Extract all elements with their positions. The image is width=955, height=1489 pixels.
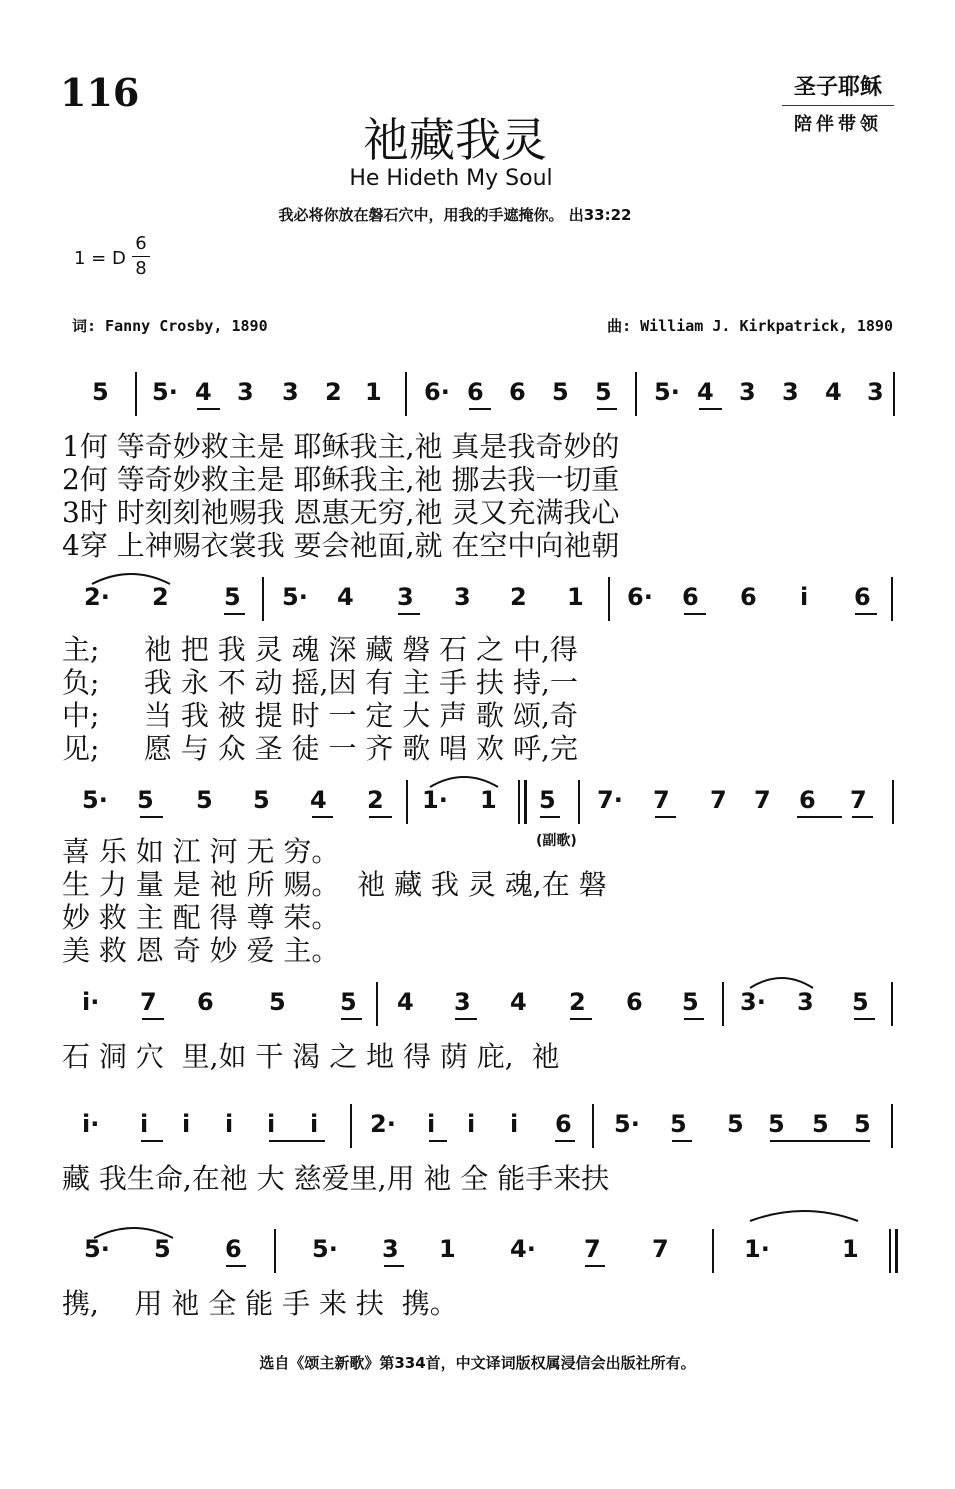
barline	[405, 372, 407, 416]
note: 5·	[84, 1235, 110, 1263]
note: 3	[282, 378, 299, 406]
note: 2·	[84, 583, 110, 611]
note: 6	[854, 583, 871, 611]
beam-underline	[855, 613, 877, 615]
note: 1·	[744, 1235, 770, 1263]
double-barline-thick	[524, 780, 527, 824]
note: 4·	[510, 1235, 536, 1263]
note: 7	[710, 786, 727, 814]
lyric-line-1: 主; 祂 把 我 灵 魂 深 藏 磐 石 之 中,得	[62, 633, 578, 666]
lyric-line-1: 1何 等奇妙救主是 耶稣我主,祂 真是我奇妙的	[62, 430, 620, 463]
note: i	[310, 1110, 319, 1138]
barline	[892, 780, 894, 824]
lyric-line-3: 中; 当 我 被 提 时 一 定 大 声 歌 颂,奇	[62, 699, 578, 732]
time-signature-numerator: 6	[132, 232, 150, 257]
note: 6·	[627, 583, 653, 611]
title-chinese: 祂藏我灵	[363, 113, 547, 167]
note: 5·	[614, 1110, 640, 1138]
beam-underline	[540, 816, 560, 818]
note: 2	[152, 583, 169, 611]
beam-underline	[429, 1140, 447, 1142]
note: 5	[92, 378, 109, 406]
beam-underline	[684, 613, 706, 615]
lyric-line-4: 4穿 上神赐衣裳我 要会祂面,就 在空中向祂朝	[62, 529, 620, 562]
note: 3	[237, 378, 254, 406]
note: 6·	[424, 378, 450, 406]
lyric-line-3: 妙 救 主 配 得 尊 荣。	[62, 901, 340, 934]
barline	[712, 1229, 714, 1273]
note: i	[427, 1110, 436, 1138]
note: 4	[337, 583, 354, 611]
beam-underline	[672, 1140, 692, 1142]
barline	[578, 780, 580, 824]
note: 5	[269, 988, 286, 1016]
barline	[350, 1104, 352, 1148]
note: 5	[539, 786, 556, 814]
note: 1	[842, 1235, 859, 1263]
time-signature	[132, 232, 150, 281]
beam-underline	[455, 1018, 477, 1020]
barline	[135, 372, 137, 416]
footer-copyright: 选自《颂主新歌》第334首，中文译词版权属浸信会出版社所有。	[259, 1354, 696, 1372]
note: 1	[365, 378, 382, 406]
key-signature: 1 = D	[74, 248, 126, 269]
note: 5	[727, 1110, 744, 1138]
note: i	[267, 1110, 276, 1138]
barline	[891, 982, 893, 1026]
note: 5·	[282, 583, 308, 611]
beam-underline	[797, 816, 842, 818]
note: 5·	[312, 1235, 338, 1263]
category-main: 圣子耶稣	[782, 70, 894, 106]
beam-underline	[469, 408, 491, 410]
beam-underline	[341, 1018, 362, 1020]
beam-underline	[555, 1140, 575, 1142]
note: 6	[682, 583, 699, 611]
system-1	[0, 378, 955, 562]
slur-arc	[92, 1222, 175, 1242]
beam-underline	[570, 1018, 592, 1020]
note: 7	[850, 786, 867, 814]
refrain-label: (副歌)	[536, 833, 577, 849]
note: 5·	[152, 378, 178, 406]
beam-underline	[312, 816, 333, 818]
note: 5	[852, 988, 869, 1016]
note: 5	[595, 378, 612, 406]
lyric-line-1: 喜 乐 如 江 河 无 穷。	[62, 835, 340, 868]
beam-underline	[269, 1140, 325, 1142]
note: 5	[196, 786, 213, 814]
note: 7	[584, 1235, 601, 1263]
lyricist-credit: 词: Fanny Crosby, 1890	[72, 317, 268, 335]
note: 5	[670, 1110, 687, 1138]
barline	[274, 1229, 276, 1273]
note: 2	[325, 378, 342, 406]
note: 5·	[654, 378, 680, 406]
note: 3	[739, 378, 756, 406]
note: 7	[653, 786, 670, 814]
beam-underline	[655, 816, 676, 818]
note: 3	[797, 988, 814, 1016]
lyric-line-2: 2何 等奇妙救主是 耶稣我主,祂 挪去我一切重	[62, 463, 620, 496]
note: 6	[626, 988, 643, 1016]
note: 5	[224, 583, 241, 611]
beam-underline	[398, 613, 420, 615]
beam-underline	[854, 1018, 875, 1020]
beam-underline	[141, 1140, 163, 1142]
note: 2·	[370, 1110, 396, 1138]
note: 6	[467, 378, 484, 406]
double-barline	[518, 780, 520, 824]
note: 7	[140, 988, 157, 1016]
barline	[608, 577, 610, 621]
note: 6	[740, 583, 757, 611]
lyric-line-2: 生 力 量 是 祂 所 赐。 祂 藏 我 灵 魂,在 磐	[62, 868, 607, 901]
title-english: He Hideth My Soul	[349, 166, 553, 191]
note: 5	[854, 1110, 871, 1138]
note: 7·	[597, 786, 623, 814]
barline	[635, 372, 637, 416]
barline	[592, 1104, 594, 1148]
barline	[376, 982, 378, 1026]
note: 7	[754, 786, 771, 814]
lyric-line-2: 负; 我 永 不 动 摇,因 有 主 手 扶 持,一	[62, 666, 578, 699]
note: 3	[397, 583, 414, 611]
note: 5	[768, 1110, 785, 1138]
note: 2	[510, 583, 527, 611]
note: i	[800, 583, 809, 611]
note: 6	[225, 1235, 242, 1263]
note: i	[510, 1110, 519, 1138]
note: 4	[510, 988, 527, 1016]
system-2	[0, 583, 955, 765]
note: 5	[812, 1110, 829, 1138]
note: 7	[652, 1235, 669, 1263]
note: 1·	[422, 786, 448, 814]
system-6	[0, 1235, 955, 1320]
beam-underline	[852, 816, 873, 818]
double-barline-thick	[895, 1229, 898, 1273]
note: 6	[555, 1110, 572, 1138]
note: 6	[509, 378, 526, 406]
lyric-line-1: 石 洞 穴 里,如 干 渴 之 地 得 荫 庇, 祂	[62, 1040, 560, 1073]
note: 4	[397, 988, 414, 1016]
lyric-line-3: 3时 时刻刻祂赐我 恩惠无穷,祂 灵又充满我心	[62, 496, 620, 529]
time-signature-denominator: 8	[135, 258, 147, 279]
lyric-line-1: 携, 用 祂 全 能 手 来 扶 携。	[62, 1287, 458, 1320]
beam-underline	[585, 1265, 605, 1267]
note: 2	[569, 988, 586, 1016]
beam-underline	[140, 816, 163, 818]
beam-underline	[226, 1265, 246, 1267]
note: 5·	[82, 786, 108, 814]
barline	[722, 982, 724, 1026]
note: 6	[197, 988, 214, 1016]
note: 4	[195, 378, 212, 406]
note: 1	[567, 583, 584, 611]
note: 1	[439, 1235, 456, 1263]
note: 3	[782, 378, 799, 406]
note: i	[140, 1110, 149, 1138]
barline	[406, 780, 408, 824]
note: i	[467, 1110, 476, 1138]
note: i·	[82, 988, 100, 1016]
note: i·	[82, 1110, 100, 1138]
double-barline	[889, 1229, 891, 1273]
scripture-reference: 我必将你放在磐石穴中，用我的手遮掩你。 出33:22	[278, 206, 632, 224]
note: 5	[552, 378, 569, 406]
note: 3	[454, 583, 471, 611]
system-4	[0, 988, 955, 1073]
beam-underline	[597, 408, 617, 410]
beam-underline	[369, 816, 392, 818]
barline	[891, 1104, 893, 1148]
note: 4	[310, 786, 327, 814]
note: 3	[382, 1235, 399, 1263]
barline	[262, 577, 264, 621]
hymn-number: 116	[60, 70, 140, 115]
lyric-line-4: 见; 愿 与 众 圣 徒 一 齐 歌 唱 欢 呼,完	[62, 732, 578, 765]
note: 3	[454, 988, 471, 1016]
slur-arc	[748, 972, 815, 992]
note: 5	[253, 786, 270, 814]
note: i	[182, 1110, 191, 1138]
barline	[891, 577, 893, 621]
slur-arc	[748, 1205, 860, 1225]
barline	[893, 372, 895, 416]
note: 5	[154, 1235, 171, 1263]
beam-underline	[224, 613, 245, 615]
slur-arc	[90, 568, 172, 588]
slur-arc	[428, 771, 500, 791]
note: i	[225, 1110, 234, 1138]
category-sub: 陪伴带领	[794, 114, 882, 135]
beam-underline	[384, 1265, 404, 1267]
note: 3	[867, 378, 884, 406]
note: 1	[480, 786, 497, 814]
note: 5	[682, 988, 699, 1016]
system-5	[0, 1110, 955, 1195]
note: 5	[137, 786, 154, 814]
note: 6	[799, 786, 816, 814]
note: 4	[825, 378, 842, 406]
lyric-line-1: 藏 我生命,在祂 大 慈爱里,用 祂 全 能手来扶	[62, 1162, 610, 1195]
beam-underline	[770, 1140, 870, 1142]
note: 3·	[740, 988, 766, 1016]
beam-underline	[197, 408, 220, 410]
beam-underline	[684, 1018, 704, 1020]
note: 2	[367, 786, 384, 814]
note: 4	[697, 378, 714, 406]
lyric-line-4: 美 救 恩 奇 妙 爱 主。	[62, 934, 340, 967]
beam-underline	[699, 408, 722, 410]
note: 5	[340, 988, 357, 1016]
composer-credit: 曲: William J. Kirkpatrick, 1890	[607, 317, 893, 335]
beam-underline	[142, 1018, 164, 1020]
